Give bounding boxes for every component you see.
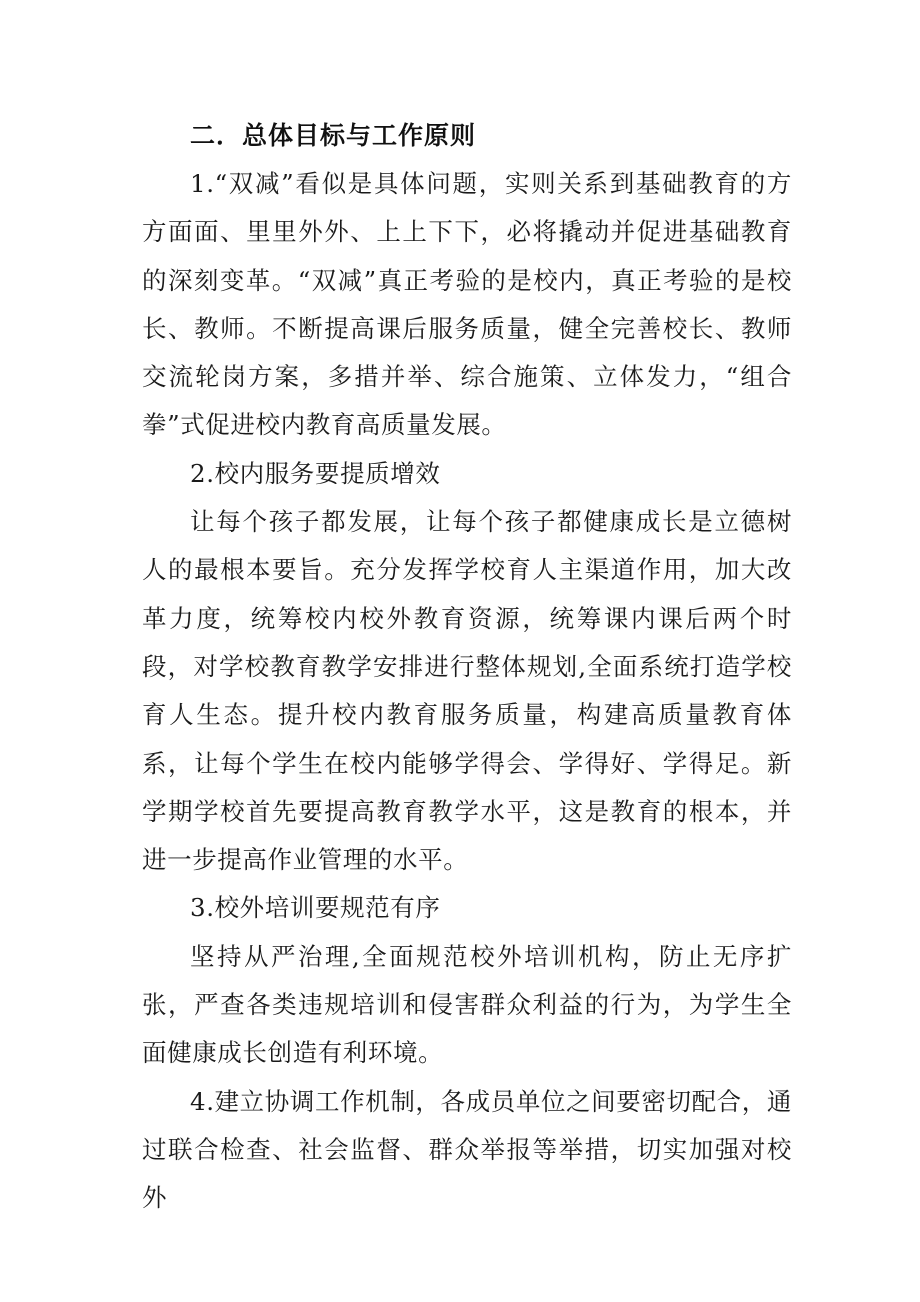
- paragraph-offcampus-training: 坚持从严治理,全面规范校外培训机构，防止无序扩张，严查各类违规培训和侵害群众利益的行为，为学生全面健康成长创造有利环境。: [142, 941, 792, 1068]
- paragraph-double-reduction: 1.“双减”看似是具体问题，实则关系到基础教育的方方面面、里里外外、上上下下，必将撬动并促进基础教育的深刻变革。“双减”真正考验的是校内，真正考验的是校长、教师。不断提高课后服务质量，健全完善校长、教师交流轮岗方案，多措并举、综合施策、立体发力，“组合拳”式促进校内教育高质量发展。: [142, 169, 792, 440]
- subheading-offcampus-training: 3.校外培训要规范有序: [190, 893, 441, 923]
- document-body: [142, 112, 792, 1223]
- paragraph-school-services: 让每个孩子都发展，让每个孩子都健康成长是立德树人的最根本要旨。充分发挥学校育人主渠道作用，加大改革力度，统筹校内校外教育资源，统筹课内课后两个时段，对学校教育教学安排进行整体规划,全面系统打造学校育人生态。提升校内教育服务质量，构建高质量教育体系，让每个学生在校内能够学得会、学得好、学得足。新学期学校首先要提高教育教学水平，这是教育的根本，并进一步提高作业管理的水平。: [142, 507, 792, 875]
- paragraph-coordination-mechanism: 4.建立协调工作机制，各成员单位之间要密切配合，通过联合检查、社会监督、群众举报等举措，切实加强对校外: [142, 1086, 792, 1213]
- section-heading: 二．总体目标与工作原则: [190, 121, 477, 150]
- subheading-school-services: 2.校内服务要提质增效: [190, 458, 441, 488]
